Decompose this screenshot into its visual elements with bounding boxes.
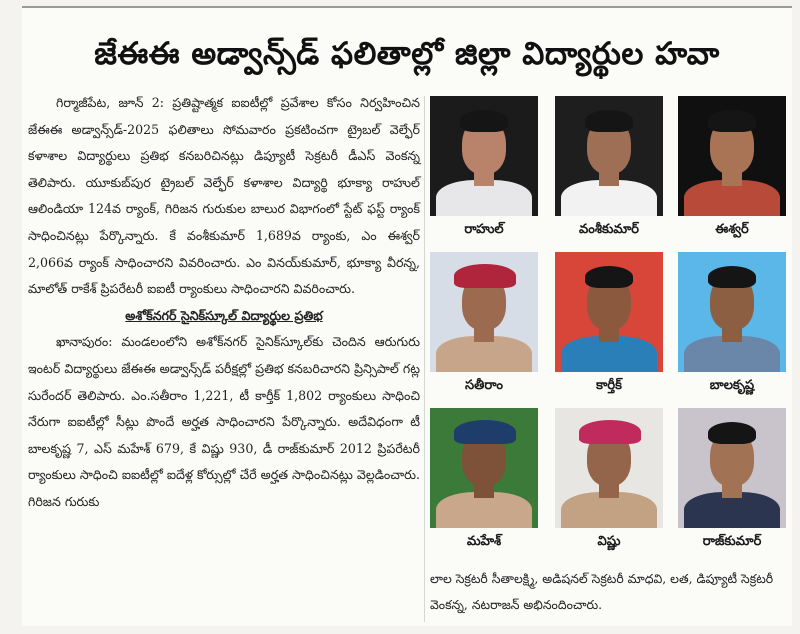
student-name-caption: రాహుల్ — [464, 222, 504, 237]
portrait-beret — [579, 420, 641, 444]
article-body — [28, 90, 420, 620]
article-subhead: అశోక్‌నగర్ సైనిక్‌స్కూల్ విద్యార్థుల ప్రతిభ — [125, 307, 323, 323]
student-photo — [430, 408, 538, 556]
student-portrait — [430, 96, 538, 216]
portrait-hair — [708, 110, 756, 132]
article-paragraph: ఖానాపురం: మండలంలోని అశోక్‌నగర్ సైనిక్‌స్కూల్‌కు చెందిన ఆరుగురు ఇంటర్ విద్యార్థులు జేఈఈ అడ్వాన్స్‌డ్ పరీక్షల్లో ప్రతిభ కనబరిచారని ప్రిన్సిపాల్ గట్ల సురేందర్ తెలిపారు. ఎం.సతీరాం 1,221, టీ కార్తీక్ 1,802 ర్యాంకులు సాధించి నేరుగా ఐఐటీల్లో సీట్లు పొందే అర్హత సాధించారని పేర్కొన్నారు. అదేవిధంగా టీ బాలకృష్ణ 7, ఎస్ మహేశ్ 679, కే విష్ణు 930, డీ రాజ్‌కుమార్ 2012 ప్రిపరేటరీ ర్యాంకులు సాధించి ఐఐటీల్లో ఐదేళ్ల కోర్సుల్లో చేరే అర్హత సాధించినట్లు వెల్లడించారు. గిరిజన గురుకు — [28, 334, 420, 509]
portrait-hair — [708, 422, 756, 444]
student-photo — [678, 252, 786, 400]
student-name-caption: కార్తీక్ — [596, 378, 622, 393]
student-name-caption: ఈశ్వర్ — [715, 222, 749, 237]
student-portrait — [678, 252, 786, 372]
portrait-hair — [708, 266, 756, 288]
student-photo — [678, 96, 786, 244]
student-name-caption: మహేశ్ — [466, 534, 502, 549]
student-portrait — [430, 252, 538, 372]
top-rule — [22, 6, 792, 8]
portrait-beret — [454, 264, 516, 288]
student-photo — [430, 96, 538, 244]
photo-grid — [430, 96, 788, 556]
student-name-caption: విష్ణు — [597, 534, 621, 549]
student-portrait — [555, 252, 663, 372]
student-portrait — [678, 408, 786, 528]
student-photo — [430, 252, 538, 400]
portrait-hair — [585, 110, 633, 132]
student-photo — [555, 96, 663, 244]
student-photo — [678, 408, 786, 556]
student-portrait — [678, 96, 786, 216]
newspaper-clipping — [22, 6, 792, 626]
article-paragraph: గిర్మాజీపేట, జూన్ 2: ప్రతిష్టాత్మక ఐఐటీల్లో ప్రవేశాల కోసం నిర్వహించిన జేఈఈ అడ్వాన్స్‌డ్‌-2025 ఫలితాలు సోమవారం ప్రకటించగా ట్రైబల్ వెల్ఫేర్ కళాశాల విద్యార్థులు ప్రతిభ కనబరిచినట్లు డిప్యూటీ సెక్రటరీ డీఎస్ వెంకన్న తెలిపారు. యూకుబ్‌పుర ట్రైబల్ వెల్ఫేర్ కళాశాల విద్యార్థి భూక్యా రాహుల్ ఆలిండియా 124వ ర్యాంక్, గిరిజన గురుకుల బాలుర విభాగంలో స్టేట్ ఫస్ట్ ర్యాంక్ సాధించినట్లు పేర్కొన్నారు. కే వంశీకుమార్ 1,689వ ర్యాంకు, ఎం ఈశ్వర్ 2,066వ ర్యాంక్ సాధించారని వివరించారు. ఎం వినయ్‌కుమార్, భూక్యా వీరన్న, మాలోత్ రాకేశ్ ప్రిపరేటరీ ఐఐటీ ర్యాంకులు సాధించారని వివరించారు. — [28, 95, 420, 297]
student-name-caption: రాజ్‌కుమార్ — [702, 534, 762, 549]
student-name-caption: సతీరాం — [465, 378, 503, 393]
portrait-hair — [585, 266, 633, 288]
footer-text: లాల సెక్రటరీ సీతాలక్ష్మి, అడిషనల్ సెక్రటరీ మాధవి, లత, డిప్యూటీ సెక్రటరీ వెంకన్న, నటరాజన్ అభినందించారు. — [430, 571, 774, 612]
student-name-caption: బాలకృష్ణ — [709, 378, 755, 393]
portrait-beret — [454, 420, 516, 444]
student-portrait — [430, 408, 538, 528]
portrait-hair — [460, 110, 508, 132]
student-portrait — [555, 408, 663, 528]
student-photo — [555, 252, 663, 400]
student-portrait — [555, 96, 663, 216]
headline: జేఈఈ అడ్వాన్స్‌డ్ ఫలితాల్లో జిల్లా విద్యార్థుల హవా — [94, 36, 720, 72]
student-photo — [555, 408, 663, 556]
student-name-caption: వంశీకుమార్ — [579, 222, 639, 237]
column-divider — [424, 96, 425, 622]
